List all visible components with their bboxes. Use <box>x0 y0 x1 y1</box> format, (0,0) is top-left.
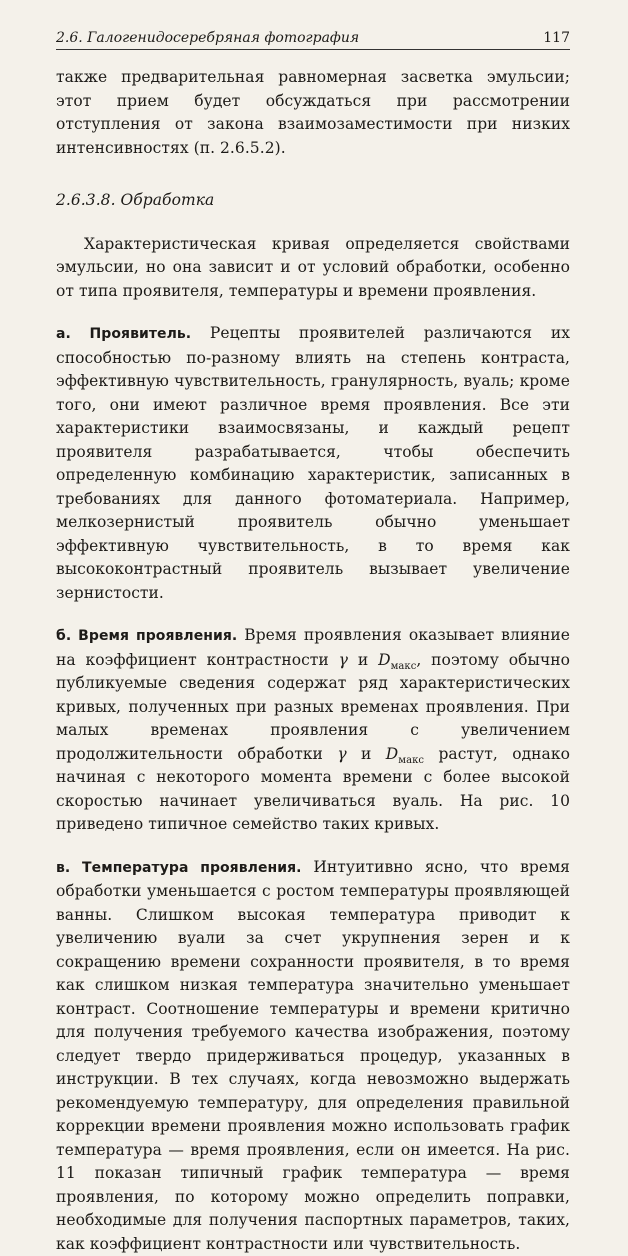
gamma-symbol-2: γ <box>337 745 346 763</box>
running-header <box>56 30 570 50</box>
time-text-1: Время проявления оказывает влияние на коэффициент контрастности <box>56 626 570 669</box>
d-max-symbol-2: D <box>386 745 398 763</box>
temperature-text: Интуитивно ясно, что время обработки уменьшается с ростом температуры проявляющей ванны. Слишком высокая температура приводит к увеличению вуали за счет укрупнения зерен и к сокращению времени сохранности проявителя, в то время как слишком низкая температура значительно уменьшает контраст. Соотношение температуры и времени критично для получения требуемого качества изображения, поэтому следует твердо придерживаться процедур, указанных в инструкции. В тех случаях, когда невозможно выдержать рекомендуемую температуру, для определения правильной коррекции времени проявления можно использовать график температура — время проявления, если он имеется. На рис. 11 показан типичный график температура — время проявления, по которому можно определить поправки, необходимые для получения паспортных параметров, таких, как коэффициент контрастности или чувствительность. <box>56 858 570 1253</box>
d-max-subscript: макс <box>391 661 417 672</box>
developer-text: Рецепты проявителей различаются их способностью по-разному влиять на степень контраста, эффективную чувствительность, гранулярность, вуаль; кроме того, они имеют различное время проявления. Все эти характеристики взаимосвязаны, и каждый рецепт проявителя разрабатывается, чтобы обеспечить определенную комбинацию характеристик, записанных в требованиях для данного фотоматериала. Например, мелкозернистый проявитель обычно уменьшает эффективную чувствительность, в то время как высококонтрастный проявитель вызывает увеличение зернистости. <box>56 324 570 602</box>
book-page <box>56 30 570 1256</box>
temperature-heading: в. Температура проявления. <box>56 860 301 876</box>
time-paragraph <box>56 624 570 837</box>
section-heading: 2.6.3.8. Обработка <box>56 189 570 213</box>
developer-heading: а. Проявитель. <box>56 326 191 342</box>
intro-paragraph: Характеристическая кривая определяется свойствами эмульсии, но она зависит и от условий обработки, особенно от типа проявителя, температуры и времени проявления. <box>56 233 570 304</box>
continuation-paragraph: также предварительная равномерная засветка эмульсии; этот прием будет обсуждаться при рассмотрении отступления от закона взаимозаместимости при низких интенсивностях (п. 2.6.5.2). <box>56 66 570 160</box>
running-title: 2.6. Галогенидосеребряная фотография <box>56 30 359 46</box>
page-number: 117 <box>543 30 570 46</box>
and-word-2: и <box>361 745 371 763</box>
time-text-2: , поэтому обычно публикуемые сведения содержат ряд характеристических кривых, полученных при разных временах проявления. При малых временах проявления с увеличением продолжительности обработки <box>56 651 570 763</box>
and-word: и <box>358 651 368 669</box>
temperature-paragraph <box>56 856 570 1256</box>
gamma-symbol: γ <box>339 651 348 669</box>
d-max-symbol: D <box>378 651 390 669</box>
developer-paragraph <box>56 322 570 605</box>
d-max-subscript-2: макс <box>398 755 424 766</box>
time-text-3: растут, однако начиная с некоторого момента времени с более высокой скоростью начинает увеличиваться вуаль. На рис. 10 приведено типичное семейство таких кривых. <box>56 745 570 834</box>
time-heading: б. Время проявления. <box>56 628 237 644</box>
